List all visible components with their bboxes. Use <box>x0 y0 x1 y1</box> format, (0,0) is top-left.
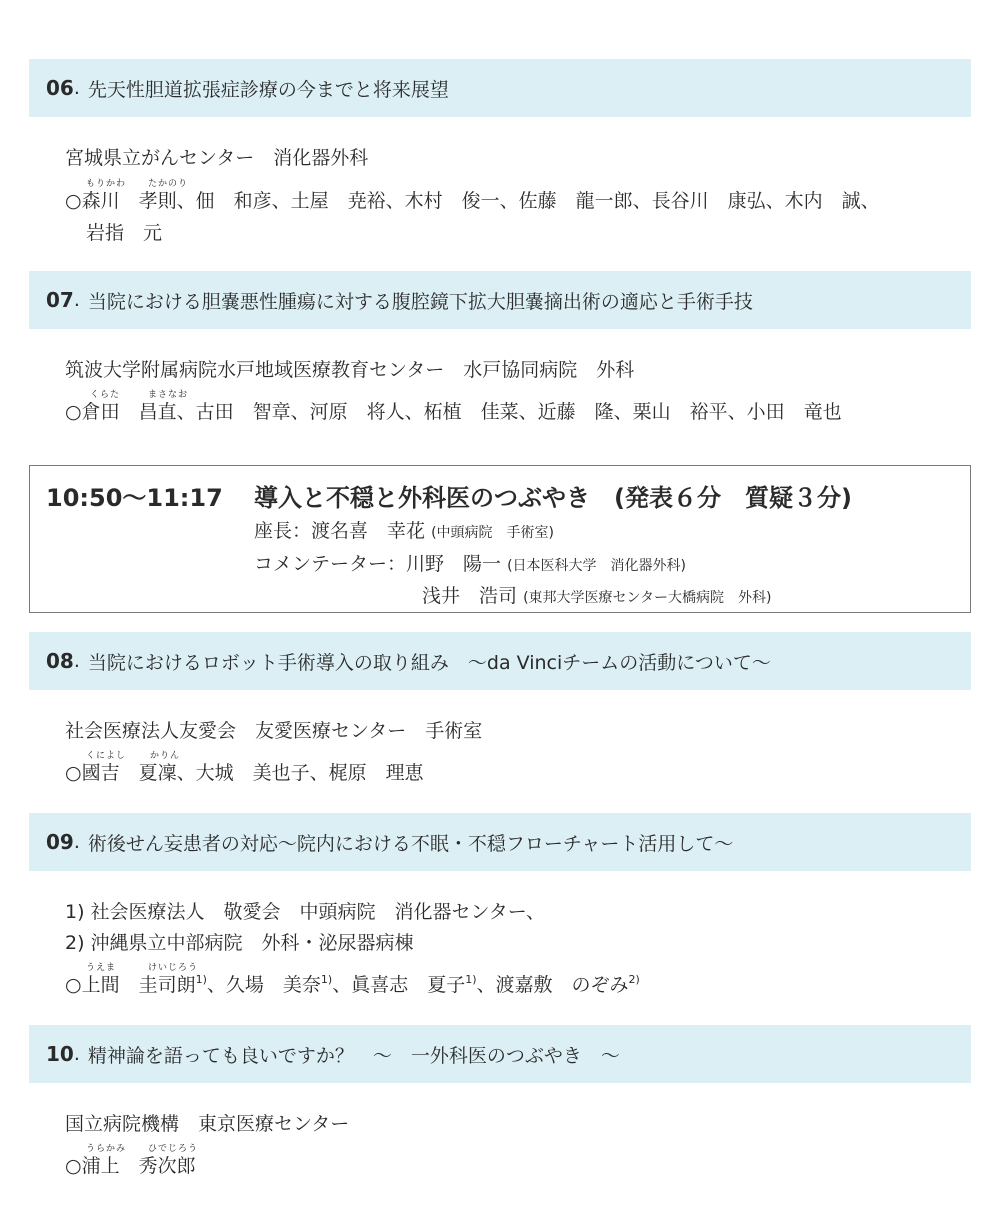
abstract-header-06: 06 . 先天性胆道拡張症診療の今までと将来展望 <box>29 59 971 117</box>
commentator-affiliation: (東邦大学医療センター大橋病院 外科) <box>523 590 772 606</box>
affiliation: 宮城県立がんセンター 消化器外科 <box>65 147 369 169</box>
author-list-continued: 岩指 元 <box>86 222 163 244</box>
abstract-title: 精神論を語っても良いですか？ ～ 一外科医のつぶやき ～ <box>87 1044 620 1067</box>
abstract-title: 当院における胆嚢悪性腫瘍に対する腹腔鏡下拡大胆嚢摘出術の適応と手術手技 <box>87 290 753 313</box>
ruby-surname: もりかわ <box>86 179 127 189</box>
chair-name: 座長：渡名喜 幸花 <box>254 520 426 542</box>
abstract-header-10: 10 . 精神論を語っても良いですか？ ～ 一外科医のつぶやき ～ <box>29 1025 971 1083</box>
abstract-header-08: 08 . 当院におけるロボット手術導入の取り組み ～da Vinciチームの活動について～ <box>29 632 971 690</box>
ruby-surname: くらた <box>90 390 121 400</box>
ruby-given: かりん <box>150 751 181 761</box>
author-name: 、久場 美奈 <box>206 974 321 996</box>
abstract-number: 10 <box>46 1042 74 1066</box>
author-list: ○浦上 秀次郎 <box>65 1155 196 1177</box>
abstract-number: 08 <box>46 649 74 673</box>
author-name: 、渡嘉敷 のぞみ <box>476 974 629 996</box>
author-name: ○上間 圭司朗 <box>65 974 196 996</box>
ruby-given: たかのり <box>148 179 189 189</box>
session-box <box>29 465 971 613</box>
author-list: ○森川 孝則、佃 和彦、土屋 尭裕、木村 俊一、佐藤 龍一郎、長谷川 康弘、木内 誠、 <box>65 190 880 212</box>
commentator-name: 浅井 浩司 <box>422 585 518 607</box>
affiliation: 社会医療法人友愛会 友愛医療センター 手術室 <box>65 720 483 742</box>
ruby-given: ひでじろう <box>148 1144 199 1154</box>
author-list: ○倉田 昌直、古田 智章、河原 将人、柘植 佳菜、近藤 隆、栗山 裕平、小田 竜也 <box>65 401 842 423</box>
session-commentator-2 <box>422 581 771 608</box>
abstract-number: 07 <box>46 288 74 312</box>
author-name: 、眞喜志 夏子 <box>332 974 466 996</box>
ruby-surname: くによし <box>86 751 127 761</box>
author-list <box>65 973 640 996</box>
abstract-title: 当院におけるロボット手術導入の取り組み ～da Vinciチームの活動について～ <box>87 651 771 674</box>
chair-affiliation: (中頭病院 手術室) <box>431 525 554 541</box>
ruby-given: まさなお <box>148 390 189 400</box>
abstract-header-09: 09 . 術後せん妄患者の対応～院内における不眠・不穏フローチャート活用して～ <box>29 813 971 871</box>
affiliation: 筑波大学附属病院水戸地域医療教育センター 水戸協同病院 外科 <box>65 359 635 381</box>
abstract-header-07: 07 . 当院における胆嚢悪性腫瘍に対する腹腔鏡下拡大胆嚢摘出術の適応と手術手技 <box>29 271 971 329</box>
abstract-number: 09 <box>46 830 74 854</box>
session-time: 10:50～11:17 <box>46 484 223 512</box>
author-affiliation-mark: 1) <box>465 973 477 986</box>
ruby-surname: うえま <box>86 963 117 973</box>
author-list: ○國吉 夏凜、大城 美也子、梶原 理恵 <box>65 762 424 784</box>
abstract-number: 06 <box>46 76 74 100</box>
commentator-name: コメンテーター：川野 陽一 <box>254 553 502 575</box>
abstract-title: 術後せん妄患者の対応～院内における不眠・不穏フローチャート活用して～ <box>87 832 734 855</box>
affiliation-2: 2) 沖縄県立中部病院 外科・泌尿器病棟 <box>65 932 414 954</box>
ruby-surname: うらかみ <box>86 1144 127 1154</box>
session-chair <box>254 516 554 543</box>
session-title: 導入と不穏と外科医のつぶやき (発表６分 質疑３分) <box>254 484 852 512</box>
commentator-affiliation: (日本医科大学 消化器外科) <box>507 558 686 574</box>
ruby-given: けいじろう <box>148 963 199 973</box>
affiliation: 国立病院機構 東京医療センター <box>65 1113 350 1135</box>
affiliation: 1) 社会医療法人 敬愛会 中頭病院 消化器センター、 <box>65 901 546 923</box>
session-commentator <box>254 549 686 576</box>
author-affiliation-mark: 2) <box>628 973 640 986</box>
abstract-title: 先天性胆道拡張症診療の今までと将来展望 <box>87 78 449 101</box>
author-affiliation-mark: 1) <box>195 973 207 986</box>
author-affiliation-mark: 1) <box>320 973 333 986</box>
